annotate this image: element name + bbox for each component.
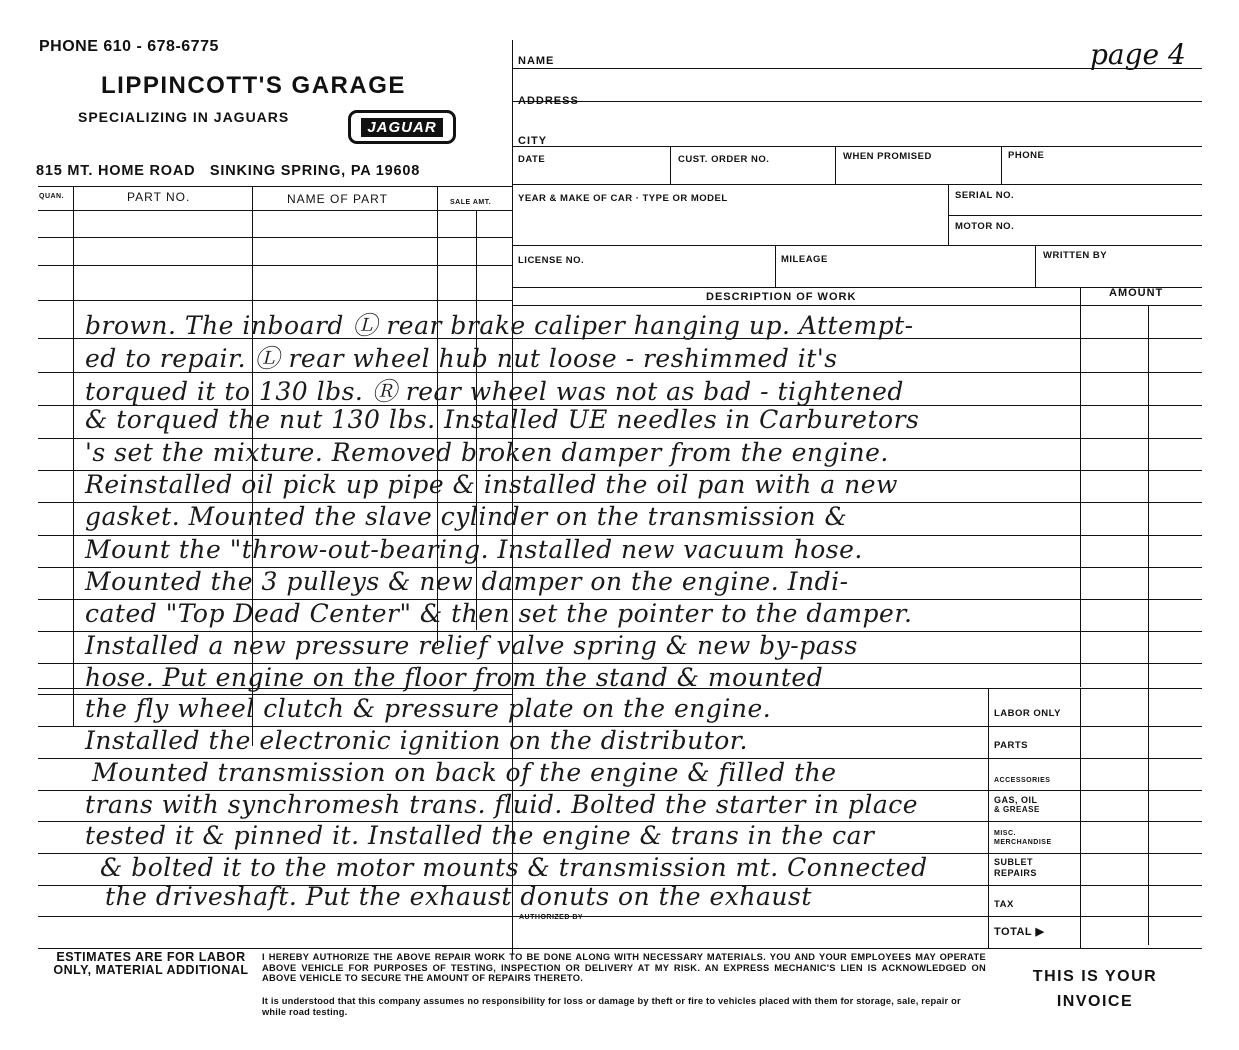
serial-line	[948, 215, 1202, 216]
date-divider-3	[1001, 146, 1002, 184]
phone-label: PHONE	[1008, 150, 1045, 161]
license-divider-1	[775, 245, 776, 287]
cust-order-label: CUST. ORDER NO.	[678, 154, 770, 165]
gas-oil-line1: GAS, OIL	[994, 795, 1038, 805]
shop-specialty: SPECIALIZING IN JAGUARS	[78, 109, 290, 125]
shop-address: 815 MT. HOME ROAD SINKING SPRING, PA 19608	[36, 163, 421, 179]
work-line: Installed the electronic ignition on the distributor.	[85, 726, 748, 755]
work-line: the driveshaft. Put the exhaust donuts on the exhaust	[105, 882, 812, 911]
misc-line2: MERCHANDISE	[994, 839, 1052, 846]
serial-label: SERIAL NO.	[955, 190, 1015, 201]
sale-amt-header: SALE AMT.	[450, 199, 492, 206]
sublet-line1: SUBLET	[994, 857, 1033, 867]
description-header: DESCRIPTION OF WORK	[706, 291, 857, 303]
part-no-header: PART NO.	[127, 190, 191, 204]
date-row-bottom	[512, 184, 1202, 185]
date-divider-1	[670, 146, 671, 184]
parts-row-line	[38, 237, 512, 238]
quan-header: QUAN.	[39, 193, 65, 200]
license-row-bottom	[512, 287, 1202, 288]
work-line: Mount the "throw-out-bearing. Installed new vacuum hose.	[85, 535, 863, 564]
work-line: tested it & pinned it. Installed the engine & trans in the car	[85, 821, 875, 850]
sublet-line2: REPAIRS	[994, 868, 1037, 878]
name-line	[512, 68, 1202, 69]
tax-label: TAX	[994, 899, 1014, 910]
year-make-label: YEAR & MAKE OF CAR · TYPE OR MODEL	[518, 193, 728, 204]
work-line: Installed a new pressure relief valve spring & new by-pass	[85, 631, 858, 660]
address-line	[512, 101, 1202, 102]
misc-label	[994, 829, 1052, 847]
date-label: DATE	[518, 154, 546, 165]
city-label: CITY	[518, 135, 548, 147]
authorized-by-label: AUTHORIZED BY	[519, 914, 584, 921]
parts-label: PARTS	[994, 740, 1028, 751]
work-line: trans with synchromesh trans. fluid. Bolted the starter in place	[85, 790, 919, 819]
work-line: & torqued the nut 130 lbs. Installed UE needles in Carburetors	[85, 405, 920, 434]
work-line: Mounted transmission on back of the engine & filled the	[92, 758, 837, 787]
charges-col-mid	[1080, 688, 1081, 948]
name-label: NAME	[518, 55, 555, 67]
amount-header: AMOUNT	[1109, 287, 1164, 299]
jaguar-logo	[348, 110, 456, 144]
shop-phone: PHONE 610 - 678-6775	[39, 38, 219, 55]
gas-oil-line2: & GREASE	[994, 805, 1040, 814]
parts-col-quan	[73, 186, 74, 726]
work-line: Mounted the 3 pulleys & new damper on the engine. Indi-	[85, 567, 849, 596]
work-line: torqued it to 130 lbs. Ⓡ rear wheel was not as bad - tightened	[85, 377, 904, 406]
work-line: Reinstalled oil pick up pipe & installed the oil pan with a new	[85, 470, 898, 499]
accessories-label: ACCESSORIES	[994, 777, 1051, 784]
work-line: & bolted it to the motor mounts & transmission mt. Connected	[100, 853, 928, 882]
city-line	[512, 146, 1202, 147]
motor-label: MOTOR NO.	[955, 221, 1015, 232]
misc-line1: MISC.	[994, 830, 1016, 837]
invoice-line2: INVOICE	[1056, 993, 1134, 1010]
written-by-label: WRITTEN BY	[1043, 250, 1108, 261]
work-line: cated "Top Dead Center" & then set the pointer to the damper.	[85, 599, 913, 628]
work-line: gasket. Mounted the slave cylinder on the transmission &	[85, 502, 848, 531]
charges-row-line	[38, 916, 1202, 917]
parts-header-line	[38, 210, 512, 211]
license-divider-2	[1035, 245, 1036, 287]
left-header-line	[38, 186, 512, 187]
serial-divider	[948, 184, 949, 245]
jaguar-logo-text: JAGUAR	[361, 118, 442, 137]
address-label: ADDRESS	[518, 95, 579, 107]
invoice-line1: THIS IS YOUR	[1032, 968, 1158, 985]
page-note: page 4	[1090, 38, 1186, 71]
work-line: hose. Put engine on the floor from the stand & mounted	[85, 663, 824, 692]
date-divider-2	[835, 146, 836, 184]
charges-col-left	[988, 688, 989, 948]
work-line: brown. The inboard Ⓛ rear brake caliper hanging up. Attempt-	[85, 311, 914, 340]
mileage-label: MILEAGE	[781, 254, 828, 265]
parts-row-line	[38, 300, 512, 301]
amount-col-cents	[1148, 305, 1149, 945]
motor-line	[512, 245, 1202, 246]
license-label: LICENSE NO.	[518, 255, 585, 266]
amount-col-left	[1080, 287, 1081, 687]
footer-top-line	[38, 948, 1202, 949]
responsibility-text: It is understood that this company assumes no responsibility for loss or damage by theft or fire to vehicles placed with them for storage, sale, repair or while road testing.	[262, 996, 961, 1017]
invoice-note	[1000, 964, 1190, 1014]
name-of-part-header: NAME OF PART	[287, 192, 388, 206]
labor-only-label: LABOR ONLY	[994, 708, 1061, 719]
sublet-label	[994, 857, 1037, 879]
work-line: ed to repair. Ⓛ rear wheel hub nut loose - reshimmed it's	[85, 344, 838, 373]
shop-name: LIPPINCOTT'S GARAGE	[101, 72, 406, 99]
authorization-text: I HEREBY AUTHORIZE THE ABOVE REPAIR WORK TO BE DONE ALONG WITH NECESSARY MATERIALS. YOU AND YOUR EMPLOYEES MAY OPERATE ABOVE VEHICLE FOR PURPOSES OF TESTING, INSPECTION OR DELIVERY AT MY RISK. AN EXPRESS MECHANIC'S LIEN IS ACKNOWLEDGED ON ABOVE VEHICLE TO SECURE THE AMOUNT OF REPAIRS THERETO.	[262, 952, 986, 983]
when-promised-label: WHEN PROMISED	[843, 151, 932, 162]
estimates-note: ESTIMATES ARE FOR LABOR ONLY, MATERIAL ADDITIONAL	[53, 950, 249, 977]
total-label: TOTAL ▶	[994, 926, 1045, 938]
gas-oil-label	[994, 795, 1040, 815]
work-line: the fly wheel clutch & pressure plate on the engine.	[85, 694, 772, 723]
work-line: 's set the mixture. Removed broken damper from the engine.	[85, 438, 889, 467]
parts-row-line	[38, 265, 512, 266]
